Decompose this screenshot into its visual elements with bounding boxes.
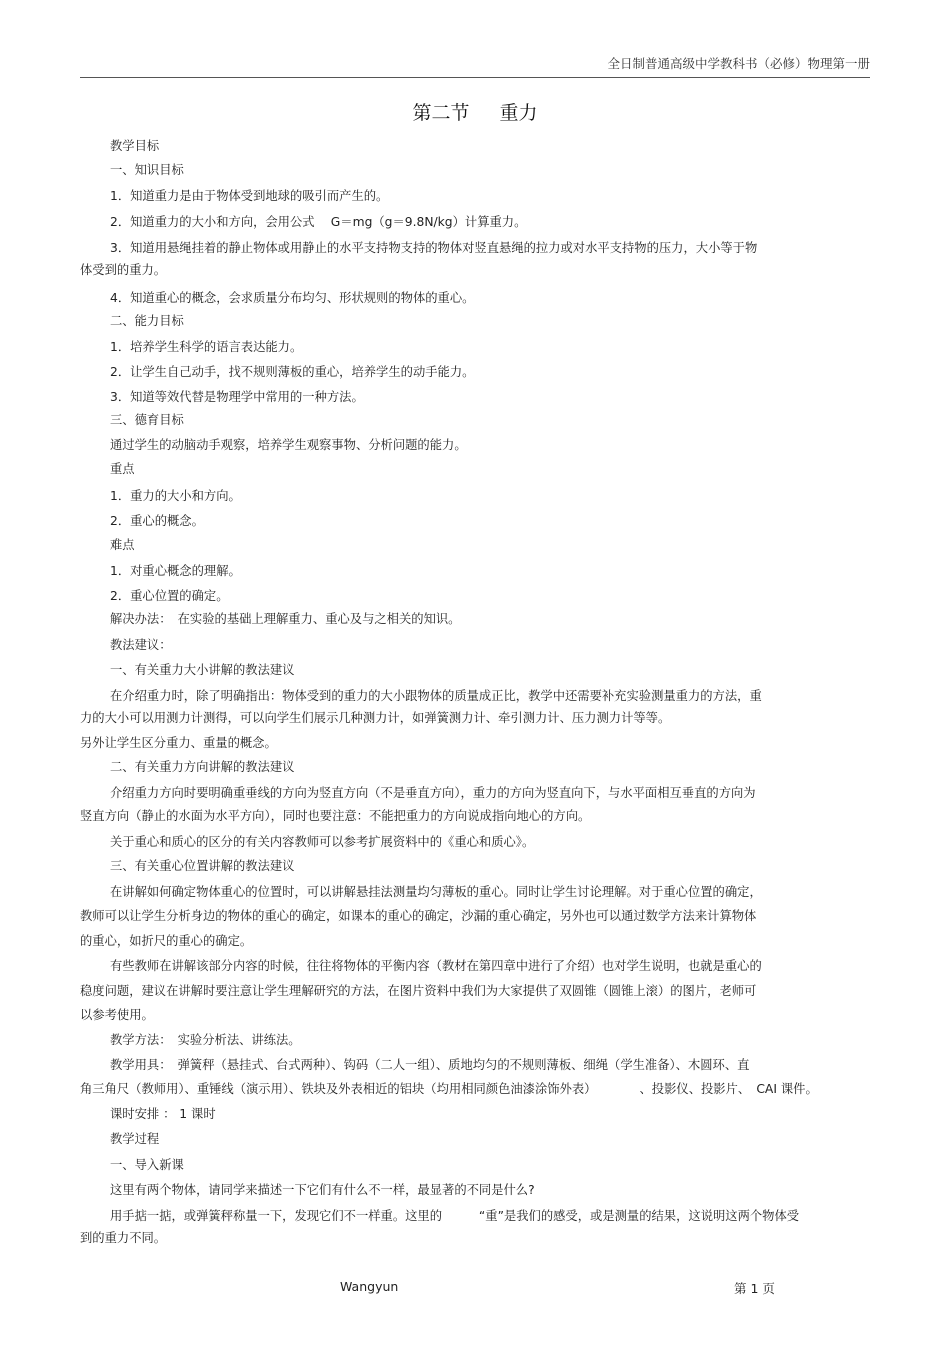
- section-title: [0, 98, 950, 125]
- text-line: 一、导入新课: [110, 1158, 184, 1172]
- footer-page-number: 第 1 页: [734, 1281, 775, 1296]
- text-line: 难点: [110, 538, 135, 552]
- text-line: 4．知道重心的概念，会求质量分布均匀、形状规则的物体的重心。: [110, 291, 475, 305]
- text-line: 2．让学生自己动手，找不规则薄板的重心，培养学生的动手能力。: [110, 365, 475, 379]
- text-line: 二、有关重力方向讲解的教法建议: [110, 760, 295, 774]
- text-line: 稳度问题，建议在讲解时要注意让学生理解研究的方法，在图片资料中我们为大家提供了双圆锥（圆锥上滚）的图片，老师可: [80, 984, 757, 998]
- text-line: 三、德育目标: [110, 413, 184, 427]
- text-line: 1．重力的大小和方向。: [110, 489, 241, 503]
- text-line: 教法建议：: [110, 638, 172, 652]
- text-line: 教学过程: [110, 1132, 160, 1146]
- section-name: 重力: [499, 102, 538, 124]
- text-line: 2．重心的概念。: [110, 514, 204, 528]
- text-line: 教学方法： 实验分析法、讲练法。: [110, 1033, 301, 1047]
- text-line: 二、能力目标: [110, 314, 184, 328]
- text-line: 有些教师在讲解该部分内容的时候，往往将物体的平衡内容（教材在第四章中进行了介绍）也对学生说明，也就是重心的: [110, 959, 762, 973]
- footer-author: Wangyun: [340, 1279, 399, 1294]
- text-line: 的重心，如折尺的重心的确定。: [80, 934, 253, 948]
- text-line: 教学用具： 弹簧秤（悬挂式、台式两种）、钩码（二人一组）、质地均匀的不规则薄板、细绳（学生准备）、木圆环、直: [110, 1058, 750, 1072]
- text-line: 介绍重力方向时要明确重垂线的方向为竖直方向（不是垂直方向），重力的方向为竖直向下，与水平面相互垂直的方向为: [110, 786, 756, 800]
- text-line: 体受到的重力。: [80, 263, 167, 277]
- header-rule: [80, 77, 870, 78]
- text-line: 3．知道用悬绳挂着的静止物体或用静止的水平支持物支持的物体对竖直悬绳的拉力或对水平支持物的压力，大小等于物: [110, 241, 758, 255]
- text-line: 在讲解如何确定物体重心的位置时，可以讲解悬挂法测量均匀薄板的重心。同时让学生讨论理解。对于重心位置的确定，: [110, 885, 762, 899]
- text-line: 2．重心位置的确定。: [110, 589, 229, 603]
- text-line: 三、有关重心位置讲解的教法建议: [110, 859, 295, 873]
- text-line: 另外让学生区分重力、重量的概念。: [80, 736, 277, 750]
- text-line: 在介绍重力时，除了明确指出：物体受到的重力的大小跟物体的质量成正比，教学中还需要补充实验测量重力的方法，重: [110, 689, 762, 703]
- section-number: 第二节: [412, 102, 470, 124]
- text-line: 关于重心和质心的区分的有关内容教师可以参考扩展资料中的《重心和质心》。: [110, 835, 535, 849]
- text-line: 角三角尺（教师用）、重锤线（演示用）、铁块及外表相近的铝块（均用相同颜色油漆涂饰外表） 、投影仪、投影片、 CAI 课件。: [80, 1082, 818, 1096]
- text-line: 课时安排 ： 1 课时: [110, 1107, 216, 1121]
- text-line: 到的重力不同。: [80, 1231, 167, 1245]
- text-line: 1．对重心概念的理解。: [110, 564, 241, 578]
- text-line: 教师可以让学生分析身边的物体的重心的确定，如课本的重心的确定，沙漏的重心确定，另外也可以通过数学方法来计算物体: [80, 909, 757, 923]
- text-line: 重点: [110, 462, 135, 476]
- text-line: 2．知道重力的大小和方向，会用公式 G＝mg（g＝9.8N/kg）计算重力。: [110, 215, 527, 229]
- text-line: 一、有关重力大小讲解的教法建议: [110, 663, 295, 677]
- text-line: 1．知道重力是由于物体受到地球的吸引而产生的。: [110, 189, 389, 203]
- text-line: 3．知道等效代替是物理学中常用的一种方法。: [110, 390, 364, 404]
- text-line: 教学目标: [110, 139, 160, 153]
- text-line: 力的大小可以用测力计测得，可以向学生们展示几种测力计，如弹簧测力计、牵引测力计、压力测力计等等。: [80, 711, 671, 725]
- text-line: 解决办法： 在实验的基础上理解重力、重心及与之相关的知识。: [110, 612, 461, 626]
- running-header: 全日制普通高级中学教科书（必修）物理第一册: [607, 56, 870, 71]
- text-line: 这里有两个物体，请同学来描述一下它们有什么不一样，最显著的不同是什么?: [110, 1183, 535, 1197]
- text-line: 一、知识目标: [110, 163, 184, 177]
- text-line: 通过学生的动脑动手观察，培养学生观察事物、分析问题的能力。: [110, 438, 467, 452]
- text-line: 1．培养学生科学的语言表达能力。: [110, 340, 303, 354]
- text-line: 以参考使用。: [80, 1008, 154, 1022]
- text-line: 竖直方向（静止的水面为水平方向），同时也要注意：不能把重力的方向说成指向地心的方向。: [80, 809, 591, 823]
- text-line: 用手掂一掂，或弹簧秤称量一下，发现它们不一样重。这里的 “重”是我们的感受，或是测量的结果，这说明这两个物体受: [110, 1209, 800, 1223]
